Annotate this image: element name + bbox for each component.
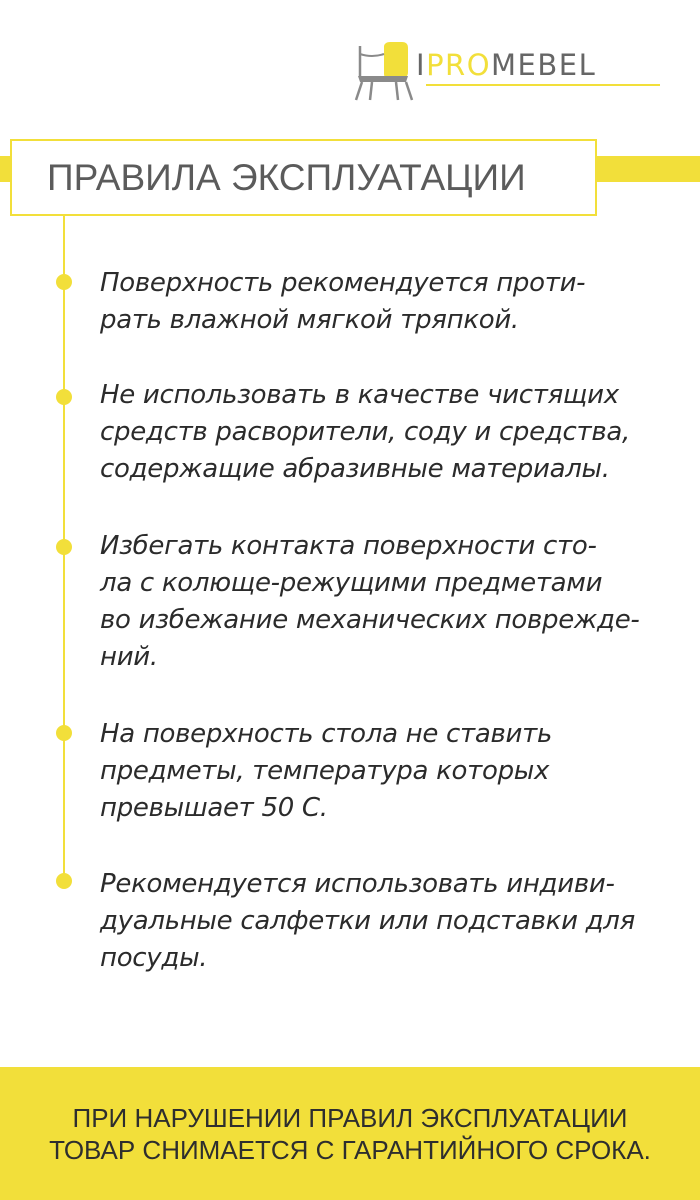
- brand-suffix: MEBEL: [491, 48, 597, 82]
- rule-item-3: Избегать контакта поверхности сто- ла с колюще-режущими предметами во избежание механических поврежде- ний.: [100, 531, 640, 672]
- bullet-dot: [56, 725, 72, 741]
- rule-item-2: Не использовать в качестве чистящих средств расворители, соду и средства, содержащие абразивные материалы.: [100, 380, 630, 484]
- rule-item-5: Рекомендуется использовать индиви- дуальные салфетки или подставки для посуды.: [100, 869, 635, 973]
- bullet-dot: [56, 873, 72, 889]
- brand-name: [416, 48, 596, 82]
- rule-item-4: На поверхность стола не ставить предметы, температура которых превышает 50 С.: [100, 719, 552, 823]
- bullet-dot: [56, 274, 72, 290]
- rule-item-1: Поверхность рекомендуется проти- рать влажной мягкой тряпкой.: [100, 268, 586, 335]
- bullet-dot: [56, 539, 72, 555]
- page-title: ПРАВИЛА ЭКСПЛУАТАЦИИ: [47, 157, 526, 198]
- logo-underline: [426, 84, 660, 86]
- brand-prefix: I: [416, 48, 427, 82]
- title-box: [10, 139, 597, 216]
- chair-icon: [348, 40, 416, 102]
- brand-accent: PRO: [426, 48, 492, 82]
- bullet-dot: [56, 389, 72, 405]
- warranty-warning-banner: [0, 1067, 700, 1200]
- warranty-warning-text: ПРИ НАРУШЕНИИ ПРАВИЛ ЭКСПЛУАТАЦИИ ТОВАР СНИМАЕТСЯ С ГАРАНТИЙНОГО СРОКА.: [49, 1103, 651, 1165]
- brand-logo: [348, 40, 664, 102]
